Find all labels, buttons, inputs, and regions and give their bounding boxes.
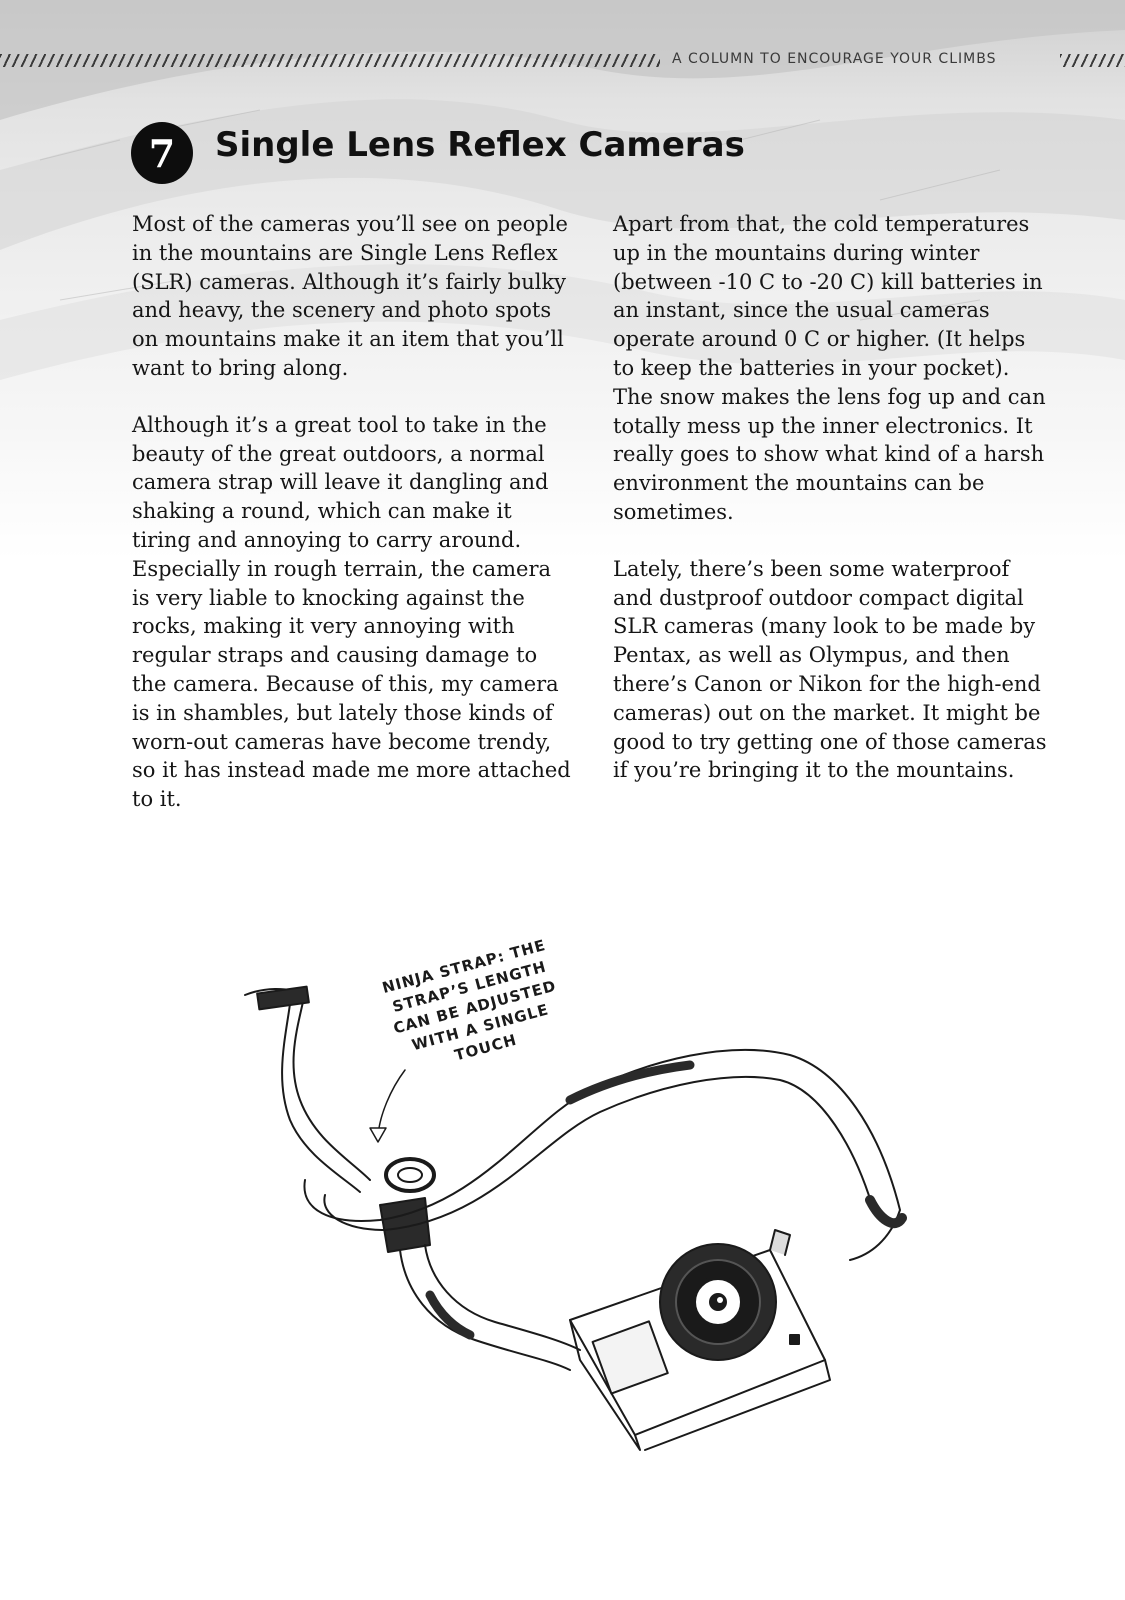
strap-end <box>245 989 370 1180</box>
chapter-title: Single Lens Reflex Cameras <box>215 125 745 165</box>
banner-hatch-left <box>0 54 660 67</box>
strap-callout: NINJA STRAP: THE STRAP’S LENGTH CAN BE ADJUSTED WITH A SINGLE TOUCH <box>380 935 559 1065</box>
left-column <box>132 210 572 842</box>
callout-arrow <box>378 1070 405 1135</box>
right-column <box>613 210 1053 813</box>
column-banner <box>0 48 1125 74</box>
paragraph: Although it’s a great tool to take in the beauty of the great outdoors, a normal camera strap will leave it dangling and shaking a round, which can make it tiring and annoying to carry around. Especially in rough terrain, the camera is very liable to knocking against the rocks, making it very annoying with regular straps and causing damage to the camera. Because of this, my camera is in shambles, but lately those kinds of worn-out cameras have become trendy, so it has instead made me more attached to it. <box>132 412 571 812</box>
paragraph: Lately, there’s been some waterproof and dustproof outdoor compact digital SLR cameras (many look to be made by Pentax, as well as Olympus, and then there’s Canon or Nikon for the high-end cameras) out on the market. It might be good to try getting one of those cameras if you’re bringing it to the mountains. <box>613 556 1047 783</box>
camera-strap-illustration <box>230 930 930 1490</box>
banner-hatch-right <box>1060 54 1125 67</box>
paragraph: Most of the cameras you’ll see on people in the mountains are Single Lens Reflex (SLR) cameras. Although it’s fairly bulky and heavy, the scenery and photo spots on mountains make it an item that you’ll want to bring along. <box>132 212 568 380</box>
chapter-number-badge: 7 <box>131 122 193 184</box>
paragraph: Apart from that, the cold temperatures up in the mountains during winter (between -10 C to -20 C) kill batteries in an instant, since the usual cameras operate around 0 C or higher. (It helps to keep the batteries in your pocket). The snow makes the lens fog up and can totally mess up the inner electronics. It really goes to show what kind of a harsh environment the mountains can be sometimes. <box>613 212 1046 524</box>
strap-buckle <box>380 1198 430 1252</box>
column-label: A COLUMN TO ENCOURAGE YOUR CLIMBS <box>672 51 997 67</box>
